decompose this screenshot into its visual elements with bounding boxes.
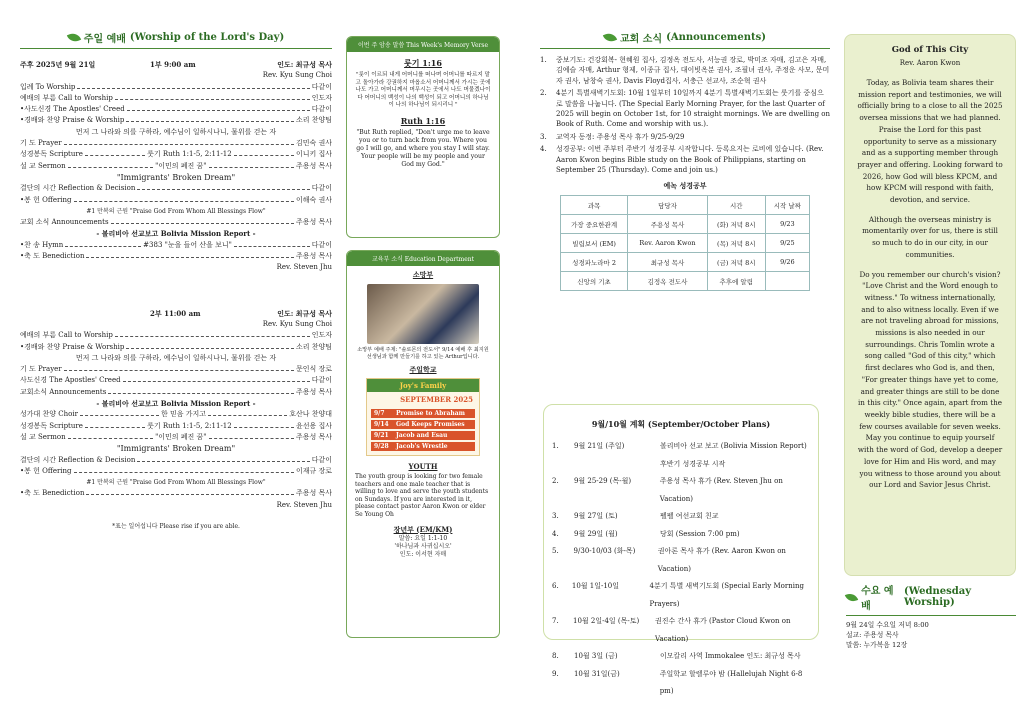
praise-songs: 먼저 그 나라와 의를 구하라, 예수님이 일하시나니, 물위를 걷는 자 — [75, 353, 277, 362]
order-row — [20, 409, 332, 420]
sunday-school-banner — [366, 378, 480, 456]
plan-row — [552, 613, 818, 648]
wednesday-line: 9월 24일 수요일 저녁 8:00 — [846, 621, 929, 629]
schedule-date: 9/21 — [374, 432, 389, 439]
order-item: •경배와 찬양 Praise & Worship — [20, 342, 125, 351]
leaf-icon — [603, 31, 617, 44]
service-leader-en: Rev. Kyu Sung Choi — [262, 319, 332, 328]
bible-study-title: 예녹 성경공부 — [663, 181, 707, 191]
order-row — [20, 240, 332, 251]
first-service — [20, 59, 332, 274]
em-line: '하나님과 사귀십시오' — [394, 542, 452, 550]
order-of-worship-1 — [20, 82, 332, 274]
youth-text: The youth group is looking for two female teachers and one male teacher that is willing to love and serve the youth students on Sundays. If you are interested in it, please contact pastor Aaron Kwon or elder Se Young Oh — [355, 473, 489, 518]
plan-row — [552, 473, 818, 508]
banner-title: Joy's Family — [367, 379, 479, 392]
table-cell: 김정옥 전도사 — [628, 272, 708, 291]
order-item: •경배와 찬양 Praise & Worship — [20, 116, 125, 125]
announcements-header-en: (Announcements) — [666, 32, 766, 43]
praise-songs: 먼저 그 나라와 의를 구하라, 예수님이 일하시나니, 물위를 걷는 자 — [75, 127, 277, 136]
plan-date: 10월 1일-10일 — [571, 582, 620, 590]
order-item: •사도신경 The Apostles' Creed — [20, 105, 125, 114]
service-leader: 인도: 최규성 목사 — [277, 60, 332, 69]
service-time: 1부 9:00 am — [150, 60, 196, 69]
leader-dots — [86, 488, 293, 495]
schedule-topic: Jacob and Esau — [396, 432, 448, 439]
order-person: 다같이 — [311, 184, 332, 193]
table-row — [561, 215, 810, 234]
leader-dots — [127, 104, 310, 111]
plan-event: 당회 (Session 7:00 pm) — [660, 529, 740, 538]
leader-dots — [123, 375, 310, 382]
announcement-text: 교역자 동정: 주용성 목사 휴가 9/25-9/29 — [556, 132, 685, 141]
order-row — [20, 82, 332, 93]
worship-header-en: (Worship of the Lord's Day) — [129, 32, 285, 43]
pastor-column-box — [844, 34, 1016, 576]
order-person: 다같이 — [311, 376, 332, 385]
photo-caption: 소망부 예배 주제: "솔로몬의 전도서" 9/14 예배 후 최지원선생님과 함께 만들기를 하고 있는 Arthur입니다. — [357, 347, 489, 360]
plan-row — [552, 526, 818, 544]
table-cell: 주용성 목사 — [628, 215, 708, 234]
wednesday-header — [846, 582, 1016, 612]
order-row — [20, 432, 332, 443]
leader-dots — [209, 432, 294, 439]
plan-number — [552, 456, 574, 474]
verse-ko: "룻이 이르되 내게 어머니를 떠나며 어머니를 따르지 말고 돌아가라 강권하지 마옵소서 어머니께서 가시는 곳에 나도 가고 어머니께서 머무시는 곳에서 나도 머물겠나이다 어머니의 백성이 나의 백성이 되고 어머니의 하나님이 나의 하나님이 되시리니 " — [355, 72, 491, 109]
leader-dots — [111, 217, 294, 224]
leader-dots — [74, 466, 294, 473]
order-item: •축 도 Benediction — [20, 252, 85, 261]
plan-number: 4. — [552, 529, 559, 538]
article-title: God of This City — [891, 45, 969, 55]
wednesday-lines — [846, 620, 1016, 650]
order-row — [20, 488, 332, 499]
order-person: 인도자 — [311, 93, 332, 102]
plan-row — [552, 578, 818, 613]
plan-event: 후반기 성경공부 시작 — [660, 459, 726, 468]
table-row — [561, 272, 810, 291]
plan-date: 9월 21일 (주일) — [574, 442, 625, 450]
service-time: 2부 11:00 am — [150, 308, 201, 318]
plan-row — [552, 666, 818, 701]
order-row — [20, 217, 332, 228]
memory-verse-head: 이번 주 암송 말씀 This Week's Memory Verse — [347, 37, 499, 52]
plan-row — [552, 456, 818, 474]
plan-number: 5. — [552, 547, 559, 555]
leader-dots — [64, 138, 294, 145]
order-detail: "이민의 폐진 꿈" — [155, 432, 207, 441]
announcement-text: 성경공부: 이번 주부터 주반기 성경공부 시작합니다. 등록요지는 로비에 있습니다. (Rev. Aaron Kwon begins Bible study on the Book of Philippians, starting on September 25 (Thursday). Come and join us.) — [556, 145, 824, 175]
plan-row — [552, 508, 818, 526]
leader-dots — [115, 330, 310, 337]
announcements-header — [540, 30, 830, 45]
table-cell: 빌립보서 (EM) — [561, 234, 628, 253]
table-cell: 9/26 — [765, 253, 809, 272]
order-item: 예배의 부름 Call to Worship — [20, 331, 113, 340]
mission-report: - 볼리비아 선교보고 Bolivia Mission Report - — [96, 399, 256, 409]
plans-title: 9월/10월 계획 (September/October Plans) — [591, 419, 771, 429]
education-head: 교육부 소식 Education Department — [347, 251, 499, 266]
order-person: 주용성 목사 — [295, 387, 332, 396]
table-cell: 가장 중요한관계 — [561, 215, 628, 234]
leader-dots — [77, 82, 309, 89]
announcement-number: 3. — [540, 132, 547, 141]
leader-dots — [68, 161, 153, 168]
order-person: 다같이 — [311, 240, 332, 249]
sermon-title-en: "Immigrants' Broken Dream" — [116, 172, 236, 182]
announcement-item — [540, 88, 830, 130]
table-cell: 최규성 목사 — [628, 253, 708, 272]
order-person: 주용성 목사 — [295, 432, 332, 441]
plans-list — [552, 438, 818, 701]
table-cell: (목) 저녁 8시 — [707, 234, 765, 253]
table-cell: 9/25 — [765, 234, 809, 253]
table-cell: (금) 저녁 8시 — [707, 253, 765, 272]
order-row — [20, 466, 332, 477]
plans-box — [543, 404, 819, 695]
order-item: 교회소식 Announcements — [20, 387, 107, 396]
order-detail: 룻기 Ruth 1:1-5, 2:11-12 — [147, 150, 232, 159]
service-leader-en: Rev. Kyu Sung Choi — [262, 71, 332, 80]
order-detail: 룻기 Ruth 1:1-5, 2:11-12 — [147, 421, 232, 430]
wednesday-header-en: (Wednesday Worship) — [903, 586, 972, 608]
order-item: 입례 To Worship — [20, 82, 76, 91]
order-detail: #383 "눈을 들어 산을 보니" — [143, 240, 232, 249]
plan-row — [552, 543, 818, 578]
worship-column — [20, 30, 332, 532]
order-row — [20, 195, 332, 206]
second-service — [20, 308, 332, 533]
worship-header-ko: 주일 예배 — [83, 34, 126, 45]
kids-photo — [367, 284, 479, 344]
article-paragraph: Today, as Bolivia team shares their mission report and testimonies, we will officially bring to a close to all the 2025 oversea missions that we had planned. Praise the Lord for this past opportunity to serve as a missionary and as a supporting member through prayer and offering. Looking forward to 2026, how God will bless KPCM, and how KPCM will respond with faith, devotion, and service. — [857, 78, 1003, 205]
table-cell: 9/23 — [765, 215, 809, 234]
table-header-cell: 담당자 — [628, 196, 708, 215]
banner-month: SEPTEMBER 2025 — [400, 395, 473, 404]
plan-event: 권진수 간사 휴가 (Pastor Cloud Kwon on Vacation) — [655, 617, 791, 643]
leader-dots — [85, 421, 145, 428]
youth-head: YOUTH — [408, 462, 438, 471]
table-header — [561, 196, 810, 215]
order-person: 주용성 목사 — [295, 161, 332, 170]
leader-dots — [80, 409, 159, 416]
table-cell: (화) 저녁 8시 — [707, 215, 765, 234]
table-header-cell: 과목 — [561, 196, 628, 215]
order-item: 교회 소식 Announcements — [20, 218, 109, 227]
order-row — [20, 251, 332, 262]
order-item: 결단의 시간 Reflection & Decision — [20, 455, 136, 464]
order-item: •축 도 Benediction — [20, 489, 85, 498]
announcement-item — [540, 132, 830, 142]
order-of-worship-2 — [20, 330, 332, 511]
table-header-cell: 시작 날짜 — [765, 196, 809, 215]
order-item: •봉 헌 Offering — [20, 195, 72, 204]
worship-header — [20, 30, 332, 45]
order-row — [20, 421, 332, 432]
order-person: 문인식 장로 — [295, 365, 332, 374]
schedule-topic: Promise to Abraham — [396, 410, 465, 417]
plan-date — [574, 456, 660, 474]
order-item: 사도신경 The Apostles' Creed — [20, 376, 121, 385]
plan-number: 1. — [552, 442, 559, 450]
leader-dots — [126, 115, 294, 122]
order-person: 주용성 목사 — [295, 252, 332, 261]
announcement-number: 4. — [540, 145, 547, 154]
order-person: 다같이 — [311, 105, 332, 114]
plan-event: 주일학교 할렐루야 밤 (Hallelujah Night 6-8 pm) — [659, 669, 803, 695]
order-row — [20, 161, 332, 172]
announcement-text: 중보기도: 건강회복- 현혜원 집사, 김정옥 전도사, 서능권 장로, 박미조 자매, 김고은 자매, 김예슬 자매, Arthur 형제, 이종규 집사, 대이빗옥분 권사, 조필녀 권사, 주정운 사모, 문미자 권사, 남창숙 권사, Davis Floyd집사, 서충근 선교사, 조순혁 권사 — [556, 56, 830, 85]
benediction-en: Rev. Steven Jhu — [276, 500, 332, 509]
leader-dots — [86, 251, 293, 258]
plan-date: 10월 3일 (금) — [574, 652, 618, 660]
announcements-column — [540, 30, 830, 291]
article-paragraph: Although the overseas ministry is momentarily over for us, there is still so much to do in our city, in our communities. — [862, 214, 998, 259]
schedule-row — [371, 431, 475, 440]
order-person: 주용성 목사 — [295, 218, 332, 227]
announcement-list — [540, 55, 830, 175]
order-row — [20, 138, 332, 149]
order-person: 김민숙 권사 — [295, 139, 332, 148]
verse-ref-ko: 룻기 1:16 — [404, 58, 442, 68]
plan-event: 4분기 특별 새벽기도회 (Special Early Morning Prayers) — [649, 582, 804, 608]
announcement-number: 1. — [540, 56, 547, 64]
announcements-header-ko: 교회 소식 — [619, 34, 663, 45]
order-person: 다같이 — [311, 82, 332, 91]
order-person: 소리 찬양팀 — [295, 116, 332, 125]
sermon-title-en: "Immigrants' Broken Dream" — [116, 444, 236, 454]
table-row — [561, 253, 810, 272]
order-detail: 한 믿음 가지고 — [161, 410, 207, 419]
leader-dots — [85, 149, 145, 156]
announcement-item — [540, 55, 830, 86]
plan-number: 8. — [552, 652, 559, 660]
plan-row — [552, 438, 818, 456]
leader-dots — [137, 183, 309, 190]
doxology: #1 만복의 근원 "Praise God From Whom All Blessings Flow" — [86, 207, 266, 215]
schedule-date: 9/7 — [374, 410, 385, 417]
plan-event: 이모칼리 사역 Immokalee 인도: 최규성 목사 — [660, 652, 801, 660]
leader-dots — [115, 93, 310, 100]
em-lines — [347, 535, 499, 559]
order-row — [20, 93, 332, 104]
order-person: 소리 찬양팀 — [295, 342, 332, 351]
order-person: 주용성 목사 — [295, 489, 332, 498]
service-date: 주후 2025년 9월 21일 — [20, 60, 96, 69]
order-person: 호산나 찬양대 — [289, 410, 332, 419]
leader-dots — [234, 421, 294, 428]
announcement-item — [540, 144, 830, 175]
schedule-row — [371, 442, 475, 451]
order-item: 설 교 Sermon — [20, 432, 66, 441]
table-cell: Rev. Aaron Kwon — [628, 234, 708, 253]
divider — [20, 48, 332, 49]
wednesday-line: 설교: 주용성 목사 — [846, 631, 899, 639]
order-row — [20, 149, 332, 160]
leader-dots — [108, 387, 294, 394]
service-leader: 인도: 최규성 목사 — [277, 308, 332, 318]
order-item: 설 교 Sermon — [20, 161, 66, 170]
order-row — [20, 387, 332, 398]
article-author: Rev. Aaron Kwon — [899, 59, 961, 67]
plan-date: 9월 25-29 (목-월) — [573, 477, 632, 485]
plan-number: 3. — [552, 512, 559, 520]
leader-dots — [74, 195, 294, 202]
order-item: 기 도 Prayer — [20, 139, 62, 148]
schedule-topic: Jacob's Wrestle — [396, 443, 448, 450]
order-item: 성경봉독 Scripture — [20, 421, 83, 430]
memory-verse-box — [346, 36, 500, 238]
leader-dots — [234, 240, 310, 247]
order-person: 이해숙 권사 — [295, 195, 332, 204]
schedule-date: 9/14 — [374, 421, 389, 428]
announcement-text: 4분기 특별새벽기도회: 10월 1일부터 10일까지 4분기 특별새벽기도회는 룻기를 중심으로 말씀을 나눕니다. (The Special Early Morning Prayer, for the last Quarter of 2025 will begin on October 1st, for 10 straight mornings. We are dwelling on Book of Ruth. Come and worship with us.). — [556, 89, 831, 129]
plan-event: 권아론 목사 휴가 (Rev. Aaron Kwon on Vacation) — [657, 547, 786, 573]
schedule-date: 9/28 — [374, 443, 389, 450]
schedule-row — [371, 409, 475, 418]
leader-dots — [65, 240, 141, 247]
order-person: 이재규 장로 — [295, 466, 332, 475]
order-person: 이니키 집사 — [295, 150, 332, 159]
verse-en: "But Ruth replied, "Don't urge me to leave you or to turn back from you. Where you go I will go, and where you stay I will stay. Your people will be my people and your God my God." — [356, 128, 490, 168]
order-row — [20, 183, 332, 194]
plan-event: 펠펠 여선교회 친교 — [660, 512, 719, 520]
doxology: #1 만복의 근원 "Praise God From Whom All Blessings Flow" — [86, 479, 266, 487]
plan-date: 9월 27일 (토) — [574, 512, 618, 520]
rise-footnote: *표는 일어섭니다 Please rise if you are able. — [112, 522, 240, 530]
wednesday-header-ko: 수요 예배 — [861, 586, 894, 612]
plan-number: 6. — [552, 582, 559, 590]
order-detail: "이민의 폐진 꿈" — [155, 161, 207, 170]
order-person: 인도자 — [311, 331, 332, 340]
leaf-icon — [845, 591, 858, 603]
sunday-school-label: 주일학교 — [409, 365, 437, 374]
plan-date: 10월 31일(금) — [573, 669, 620, 678]
order-item: 기 도 Prayer — [20, 365, 62, 374]
leader-dots — [208, 409, 287, 416]
order-item: 예배의 부름 Call to Worship — [20, 93, 113, 102]
em-line: 인도: 이서현 자매 — [399, 550, 447, 558]
order-row — [20, 364, 332, 375]
table-cell: 신앙의 기초 — [561, 272, 628, 291]
article-body — [857, 77, 1003, 491]
leaf-icon — [67, 31, 81, 44]
education-box — [346, 250, 500, 638]
order-item: 결단의 시간 Reflection & Decision — [20, 184, 136, 193]
leader-dots — [209, 161, 294, 168]
leader-dots — [68, 432, 153, 439]
order-row — [20, 104, 332, 115]
plan-number: 9. — [552, 669, 559, 678]
plan-date: 9/30-10/03 (화-목) — [573, 547, 636, 555]
divider — [540, 48, 830, 49]
order-person: 윤선용 집사 — [295, 421, 332, 430]
plan-date: 10월 2일-4일 (목-토) — [572, 617, 640, 625]
table-header-cell: 시간 — [707, 196, 765, 215]
leader-dots — [234, 149, 294, 156]
plan-event: 볼리비아 선교 보고 (Bolivia Mission Report) — [660, 442, 807, 450]
order-item: •찬 송 Hymn — [20, 240, 64, 249]
wednesday-line: 말씀: 누가복음 12장 — [846, 641, 908, 649]
plan-event: 주용성 목사 휴가 (Rev. Steven Jhu on Vacation) — [659, 477, 783, 503]
order-row — [20, 342, 332, 353]
order-row — [20, 375, 332, 386]
plan-date: 9월 29일 (월) — [574, 529, 618, 538]
bible-study-table — [560, 195, 810, 291]
em-line: 말씀: 요일 1:1-10 — [398, 534, 448, 542]
table-cell: 성경파노라마 2 — [561, 253, 628, 272]
leader-dots — [64, 364, 294, 371]
order-row — [20, 455, 332, 466]
order-item: •봉 헌 Offering — [20, 466, 72, 475]
table-cell: 추후에 알림 — [707, 272, 765, 291]
table-cell — [765, 272, 809, 291]
table-row — [561, 234, 810, 253]
schedule-topic: God Keeps Promises — [396, 421, 465, 428]
sowang-label: 소망부 — [412, 270, 434, 279]
order-row — [20, 115, 332, 126]
em-head: 장년부 (EM/KM) — [393, 524, 453, 534]
wednesday-worship — [846, 582, 1016, 650]
benediction-en: Rev. Steven Jhu — [276, 263, 332, 272]
order-item: 성가대 찬양 Choir — [20, 410, 78, 419]
divider — [846, 615, 1016, 616]
order-person: 다같이 — [311, 455, 332, 464]
article-paragraph: Do you remember our church's vision? "Love Christ and the Word enough to witness." To witness internationally, and to also witness locally. Even if we are not traveling abroad for missions, missions is also needed in our surroundings. Chris Tomlin wrote a song called "God of this city," which first declares who God is, and then, "For greater things have yet to come, and greater things are still to be done in this city." Once again, apart from the weekly bible studies, there will be a few courses available for seven weeks. May you continue to equip yourself with the word of God, develop a deeper love for Him and His word, and may you witness to those around you about our Lord and Savior Jesus Christ. — [857, 269, 1003, 490]
order-item: 성경봉독 Scripture — [20, 150, 83, 159]
schedule-row — [371, 420, 475, 429]
leader-dots — [126, 342, 294, 349]
plan-number: 2. — [552, 477, 559, 485]
order-row — [20, 330, 332, 341]
plan-number: 7. — [552, 617, 559, 625]
mission-report: - 볼리비아 선교보고 Bolivia Mission Report - — [96, 229, 256, 239]
announcement-number: 2. — [540, 89, 547, 98]
sunday-school-schedule — [367, 409, 479, 455]
verse-ref-en: Ruth 1:16 — [400, 115, 446, 126]
leader-dots — [137, 455, 309, 462]
